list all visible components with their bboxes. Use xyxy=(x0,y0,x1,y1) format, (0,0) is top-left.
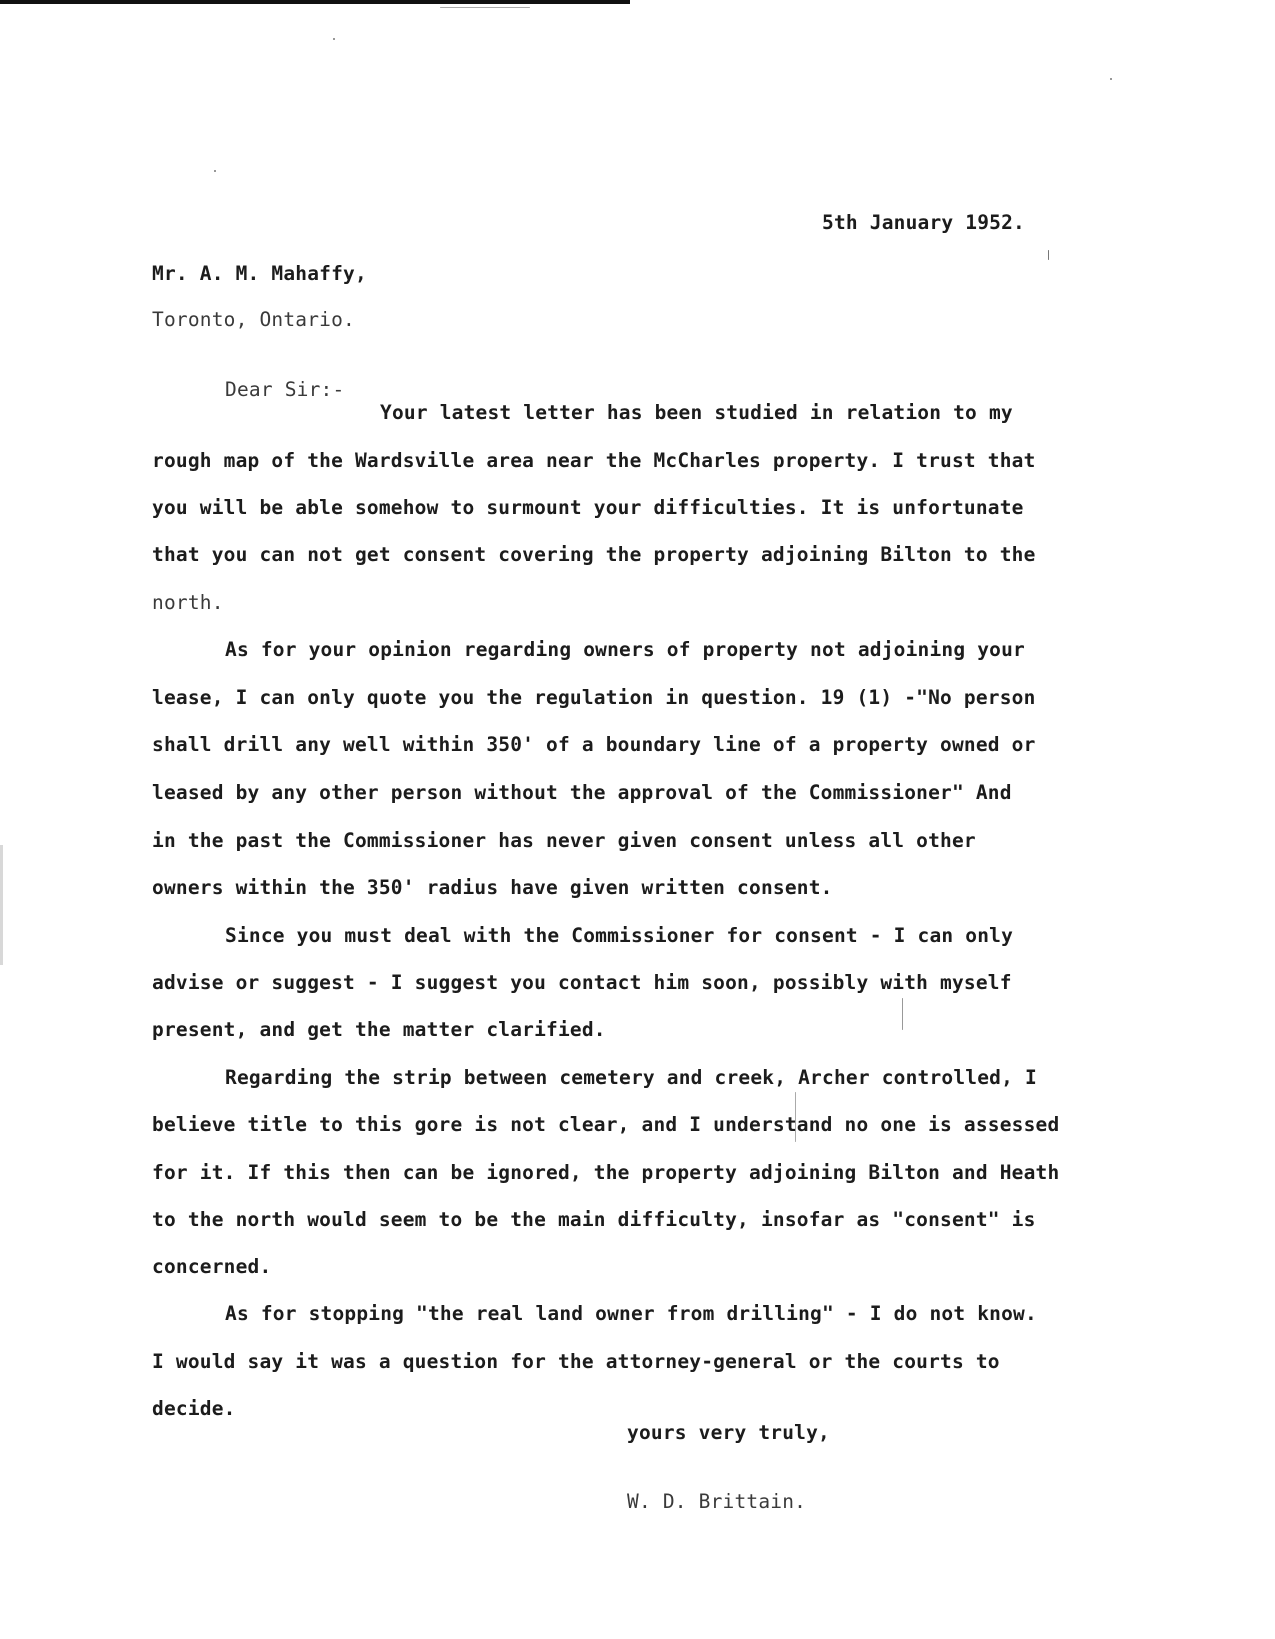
paragraph-2-line: As for your opinion regarding owners of property not adjoining your xyxy=(225,638,1025,661)
scan-artifact xyxy=(1110,78,1112,80)
paragraph-1-line: north. xyxy=(152,591,224,614)
paragraph-2-line: owners within the 350' radius have given written consent. xyxy=(152,876,833,899)
closing: yours very truly, xyxy=(627,1421,830,1444)
paragraph-4-line: Regarding the strip between cemetery and creek, Archer controlled, I xyxy=(225,1066,1037,1089)
paragraph-2-line: lease, I can only quote you the regulation in question. 19 (1) -"No person xyxy=(152,686,1036,709)
scan-top-edge xyxy=(0,0,630,4)
paragraph-1-line: Your latest letter has been studied in relation to my xyxy=(380,401,1013,424)
paragraph-3-line: present, and get the matter clarified. xyxy=(152,1018,606,1041)
scan-artifact xyxy=(333,38,335,40)
paragraph-3-line: Since you must deal with the Commissioner for consent - I can only xyxy=(225,924,1014,947)
scan-artifact xyxy=(1048,250,1049,260)
scan-artifact xyxy=(214,170,216,172)
paragraph-3-line: advise or suggest - I suggest you contact him soon, possibly with myself xyxy=(152,971,1012,994)
letter-date: 5th January 1952. xyxy=(822,211,1025,234)
paragraph-4-line: concerned. xyxy=(152,1255,272,1278)
paragraph-1-line: that you can not get consent covering the property adjoining Bilton to the xyxy=(152,543,1036,566)
paragraph-5-line: I would say it was a question for the attorney-general or the courts to xyxy=(152,1350,1000,1373)
paragraph-4-line: for it. If this then can be ignored, the property adjoining Bilton and Heath xyxy=(152,1161,1060,1184)
paragraph-1-line: rough map of the Wardsville area near the McCharles property. I trust that xyxy=(152,449,1036,472)
salutation: Dear Sir:- xyxy=(225,378,345,401)
paragraph-2-line: shall drill any well within 350' of a boundary line of a property owned or xyxy=(152,733,1036,756)
paragraph-5-line: As for stopping "the real land owner from drilling" - I do not know. xyxy=(225,1302,1037,1325)
scan-artifact xyxy=(902,998,903,1030)
scan-artifact xyxy=(440,7,530,8)
recipient-city: Toronto, Ontario. xyxy=(152,308,355,331)
paragraph-5-line: decide. xyxy=(152,1397,236,1420)
paragraph-4-line: to the north would seem to be the main difficulty, insofar as "consent" is xyxy=(152,1208,1036,1231)
scan-left-edge xyxy=(0,845,3,965)
paragraph-2-line: leased by any other person without the approval of the Commissioner" And xyxy=(152,781,1012,804)
paragraph-4-line: believe title to this gore is not clear, and I understand no one is assessed xyxy=(152,1113,1060,1136)
signature: W. D. Brittain. xyxy=(627,1490,807,1513)
paragraph-1-line: you will be able somehow to surmount your difficulties. It is unfortunate xyxy=(152,496,1024,519)
paragraph-2-line: in the past the Commissioner has never given consent unless all other xyxy=(152,829,976,852)
recipient-name: Mr. A. M. Mahaffy, xyxy=(152,262,367,285)
